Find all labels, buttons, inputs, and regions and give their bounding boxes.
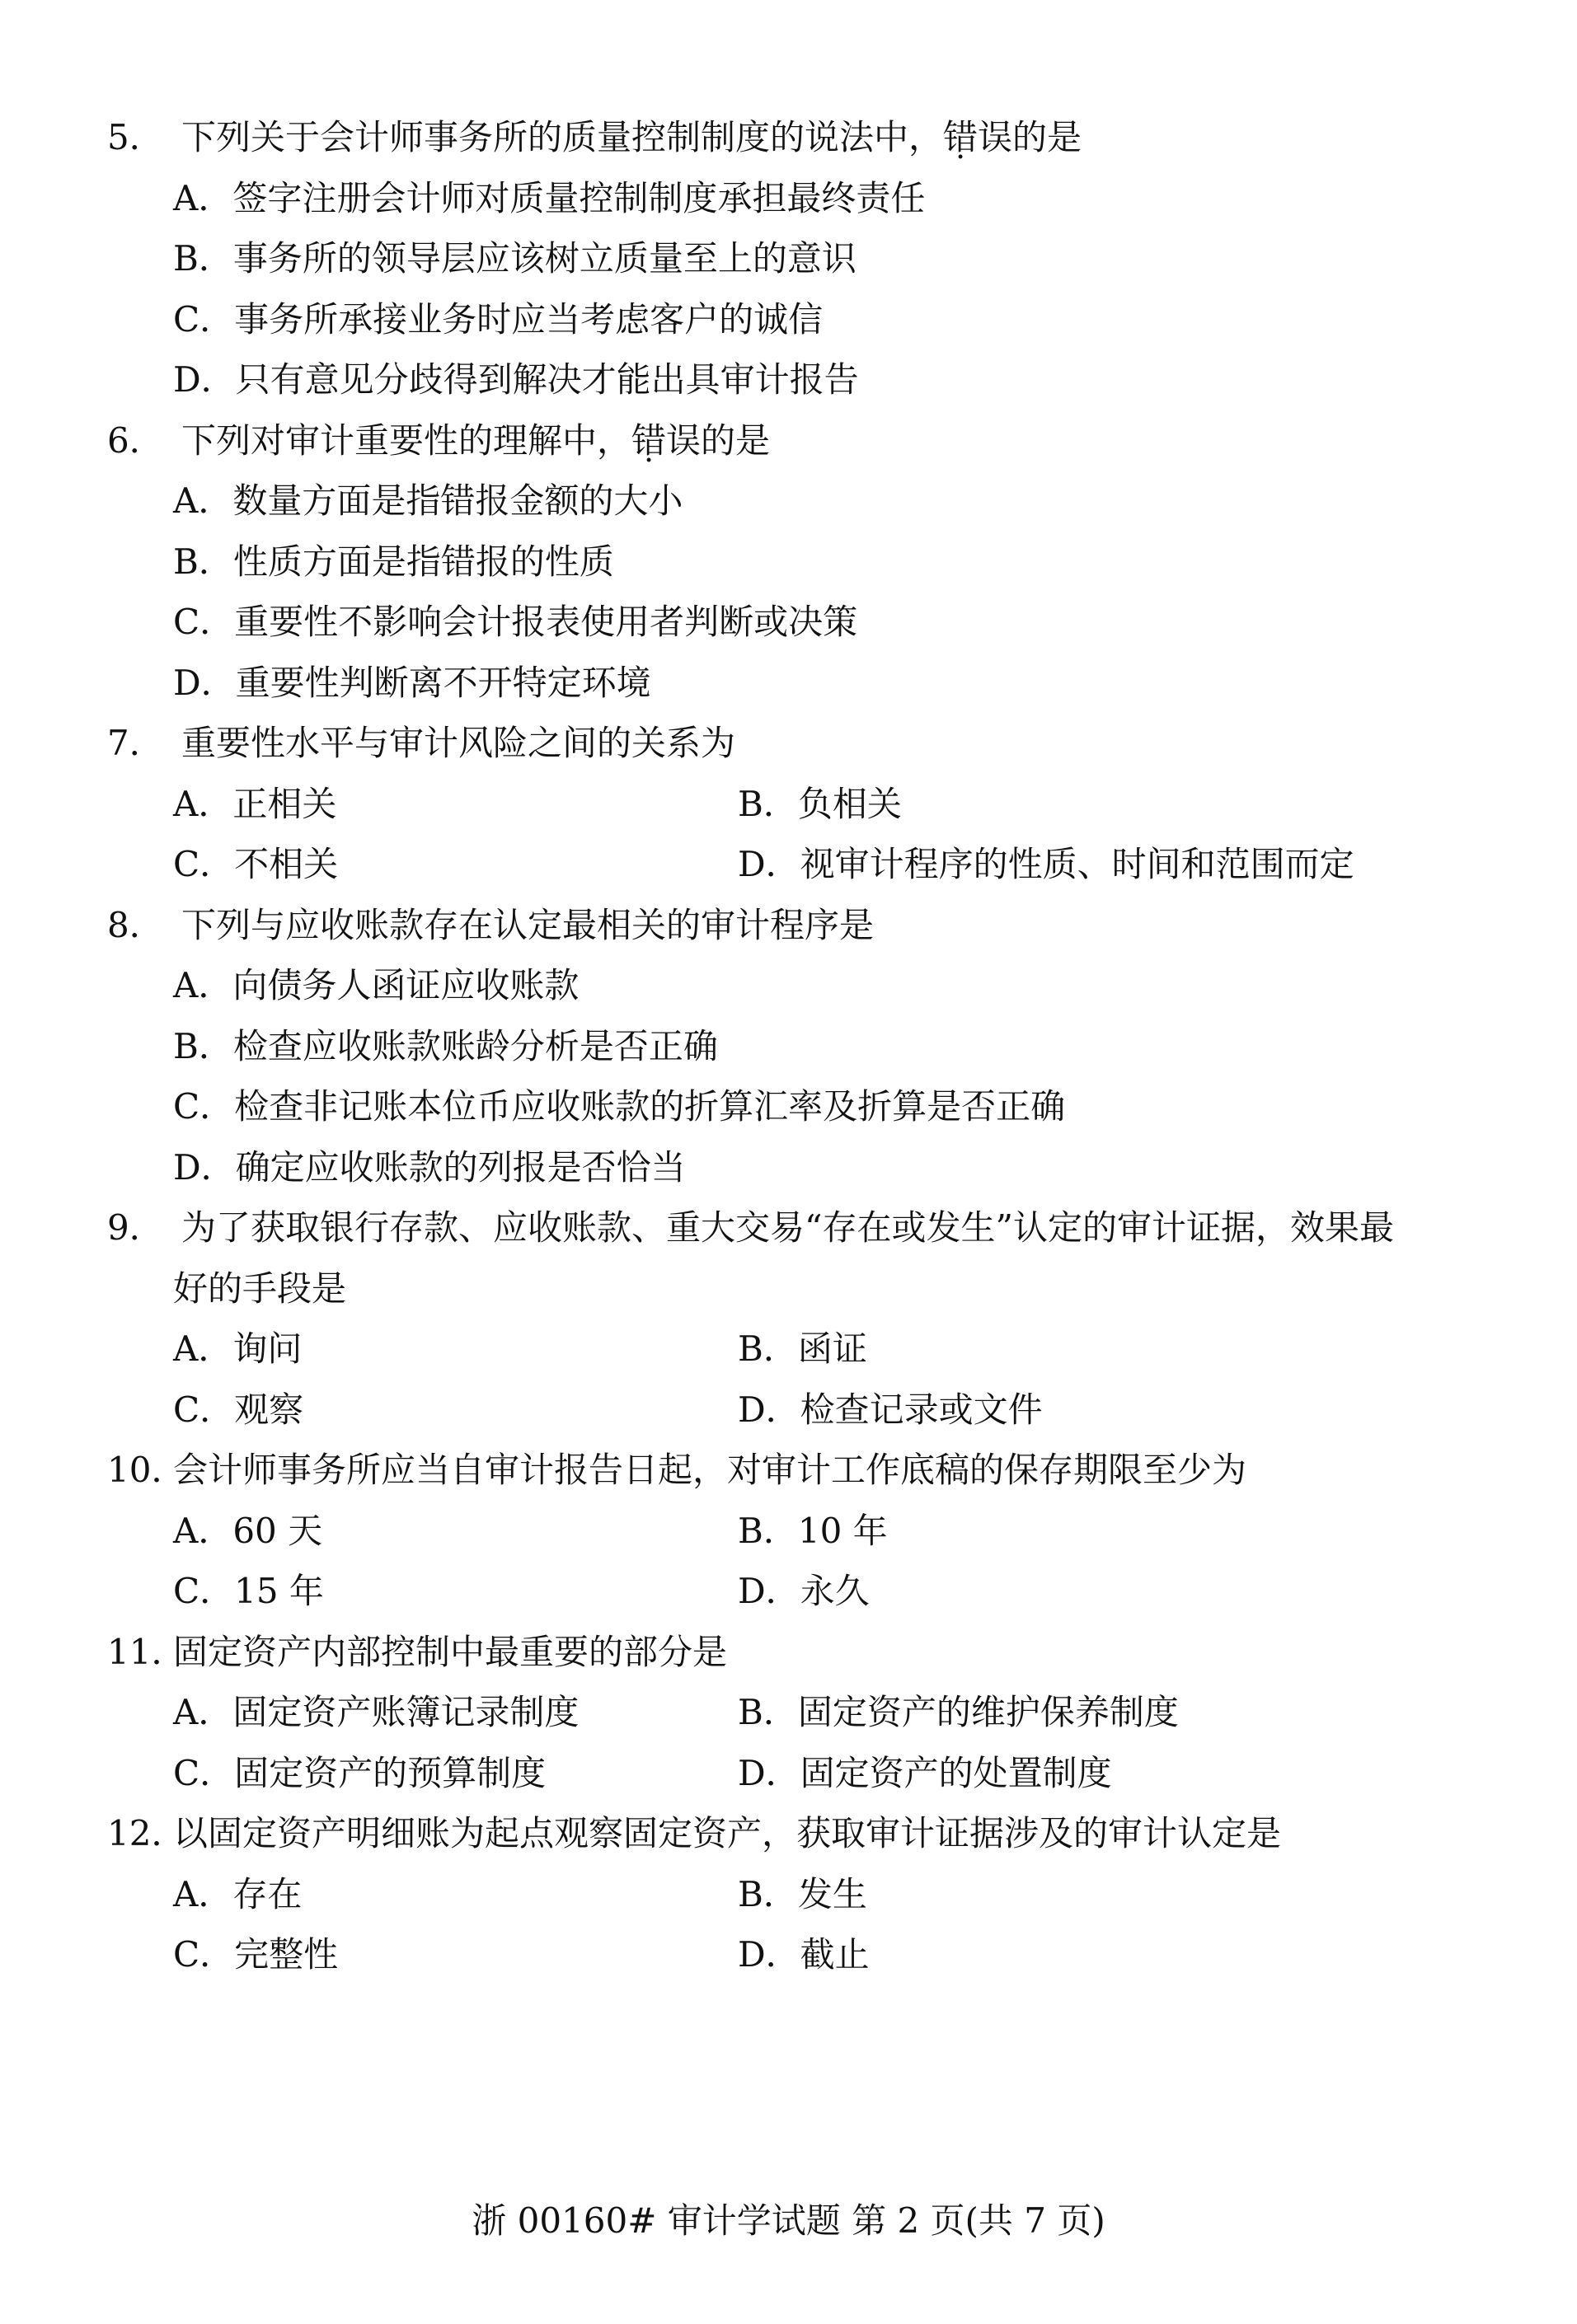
option-row xyxy=(107,1682,1467,1743)
option-d: D．重要性判断离不开特定环境 xyxy=(173,662,651,703)
option-b: B．事务所的领导层应该树立质量至上的意识 xyxy=(173,238,857,279)
option-b: B．负相关 xyxy=(738,783,902,824)
question-7 xyxy=(107,713,1467,895)
option-c: C．观察 xyxy=(173,1389,304,1430)
option-c: C．检查非记账本位币应收账款的折算汇率及折算是否正确 xyxy=(173,1086,1066,1127)
page-footer: 浙 00160# 审计学试题 第 2 页(共 7 页) xyxy=(472,2200,1105,2241)
option-b: B．性质方面是指错报的性质 xyxy=(173,541,614,582)
option-a: A．固定资产账簿记录制度 xyxy=(173,1692,580,1732)
option-d: D．只有意见分歧得到解决才能出具审计报告 xyxy=(173,359,859,400)
question-8 xyxy=(107,895,1467,1198)
question-6 xyxy=(107,410,1467,714)
option-row xyxy=(107,1501,1467,1562)
option-a: A．询问 xyxy=(173,1328,303,1369)
question-10 xyxy=(107,1440,1467,1622)
option-a: A．数量方面是指错报金额的大小 xyxy=(173,480,683,521)
option-b: B．10 年 xyxy=(738,1510,888,1551)
option-a: A．60 天 xyxy=(173,1510,323,1551)
option-b: B．固定资产的维护保养制度 xyxy=(738,1692,1179,1732)
option-b: B．检查应收账款账龄分析是否正确 xyxy=(173,1025,718,1066)
option-d: D．视审计程序的性质、时间和范围而定 xyxy=(738,844,1354,884)
option-a: A．存在 xyxy=(173,1873,303,1914)
option-c: C．不相关 xyxy=(173,844,339,884)
question-number: 7． xyxy=(107,723,164,763)
option-d: D．检查记录或文件 xyxy=(738,1389,1043,1430)
question-number: 11． xyxy=(107,1631,186,1672)
option-b: B．函证 xyxy=(738,1328,867,1369)
option-a: A．签字注册会计师对质量控制制度承担最终责任 xyxy=(173,177,926,218)
option-row xyxy=(107,834,1467,895)
question-stem-continued: 好的手段是 xyxy=(173,1267,347,1309)
question-number: 8． xyxy=(107,904,164,945)
question-stem: 11．固定资产内部控制中最重要的部分是 xyxy=(107,1622,1467,1683)
emphasis-mark: 错 . xyxy=(943,107,978,168)
option-row xyxy=(107,1864,1467,1925)
question-5 xyxy=(107,107,1467,410)
question-12 xyxy=(107,1803,1467,1985)
question-list xyxy=(107,107,1467,1985)
option-b: B．发生 xyxy=(738,1873,867,1914)
option-row xyxy=(107,1561,1467,1622)
option-a: A．向债务人函证应收账款 xyxy=(173,965,580,1005)
question-9 xyxy=(107,1197,1467,1440)
option-c: C．完整性 xyxy=(173,1934,339,1975)
question-11 xyxy=(107,1622,1467,1804)
option-c: C．15 年 xyxy=(173,1571,324,1611)
question-stem: 8． 下列与应收账款存在认定最相关的审计程序是 xyxy=(107,895,1467,956)
option-row xyxy=(107,1380,1467,1441)
question-stem: 9． 为了获取银行存款、应收账款、重大交易“存在或发生”认定的审计证据，效果最 xyxy=(107,1197,1467,1258)
question-stem: 5． 下列关于会计师事务所的质量控制制度的说法中，错 .误的是 xyxy=(107,107,1467,168)
option-d: D．固定资产的处置制度 xyxy=(738,1752,1112,1793)
question-number: 10． xyxy=(107,1450,186,1490)
option-c: C．重要性不影响会计报表使用者判断或决策 xyxy=(173,602,858,642)
question-number: 6． xyxy=(107,419,164,461)
option-d: D．确定应收账款的列报是否恰当 xyxy=(173,1146,686,1188)
question-stem: 7． 重要性水平与审计风险之间的关系为 xyxy=(107,713,1467,774)
option-row xyxy=(107,774,1467,835)
emphasis-mark: 错 . xyxy=(631,410,666,471)
option-row xyxy=(107,1743,1467,1804)
option-c: C．事务所承接业务时应当考虑客户的诚信 xyxy=(173,298,824,340)
question-stem: 10．会计师事务所应当自审计报告日起，对审计工作底稿的保存期限至少为 xyxy=(107,1440,1467,1501)
option-row xyxy=(107,1924,1467,1985)
question-stem: 12．以固定资产明细账为起点观察固定资产，获取审计证据涉及的审计认定是 xyxy=(107,1803,1467,1864)
option-d: D．永久 xyxy=(738,1571,870,1611)
option-c: C．固定资产的预算制度 xyxy=(173,1752,547,1793)
option-row xyxy=(107,1319,1467,1380)
option-a: A．正相关 xyxy=(173,783,337,824)
question-number: 5． xyxy=(107,117,164,157)
question-stem: 6． 下列对审计重要性的理解中，错 .误的是 xyxy=(107,410,1467,471)
option-d: D．截止 xyxy=(738,1934,870,1975)
question-number: 9． xyxy=(107,1207,164,1248)
question-number: 12． xyxy=(107,1813,186,1853)
